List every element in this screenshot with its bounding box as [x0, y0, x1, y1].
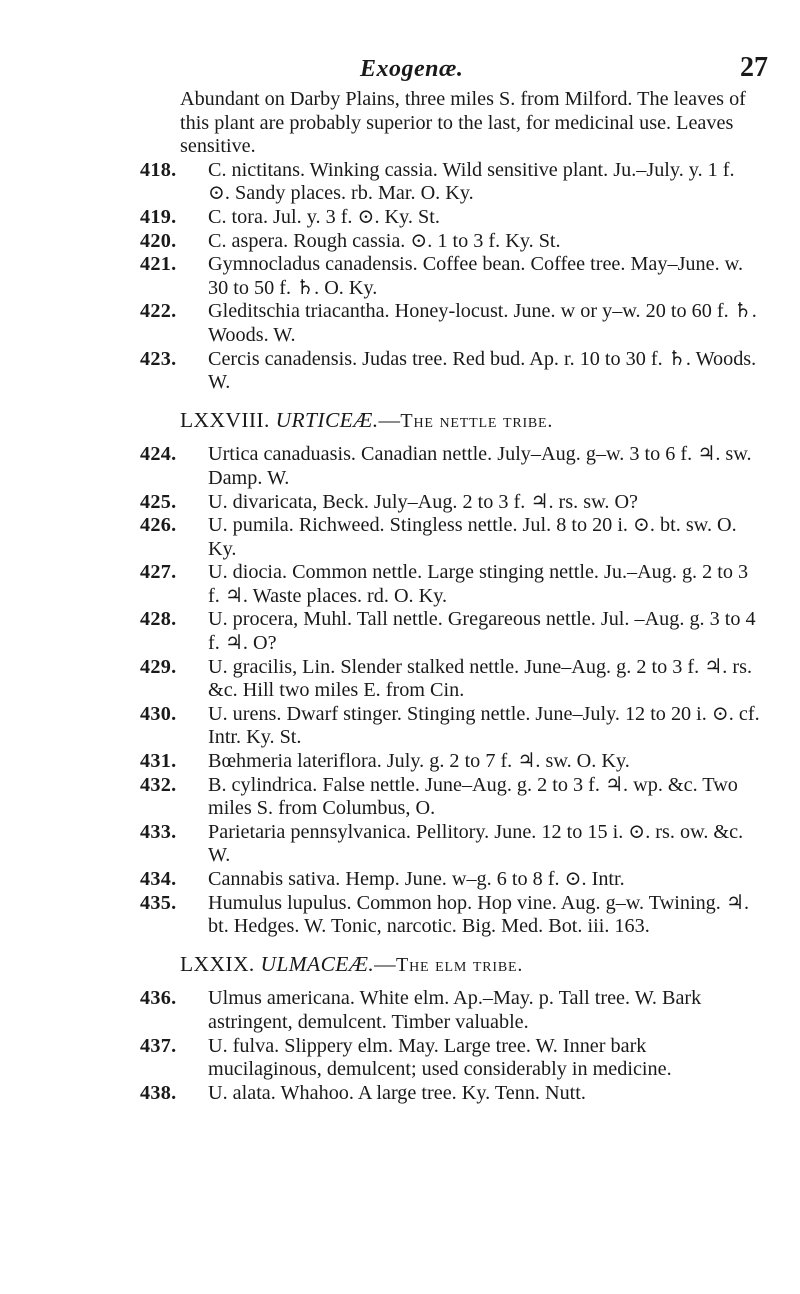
- entry-419: [140, 206, 760, 230]
- entry-428: [140, 608, 760, 655]
- entry-420: [140, 230, 760, 254]
- entry-text: U. divaricata, Beck. July–Aug. 2 to 3 f. ♃. rs. sw. O?: [208, 490, 638, 513]
- running-head: [150, 52, 768, 84]
- entry-432: [140, 774, 760, 821]
- section-heading-ulmaceae: [140, 953, 760, 978]
- entry-438: [140, 1082, 760, 1106]
- entry-text: Ulmus americana. White elm. Ap.–May. p. Tall tree. W. Bark astringent, demulcent. Timber valuable.: [208, 987, 702, 1033]
- intro-paragraph: Abundant on Darby Plains, three miles S. from Milford. The leaves of this plant are probably superior to the last, for medicinal use. Leaves sensitive.: [180, 88, 746, 158]
- entry-number: 436.: [140, 987, 177, 1010]
- entry-number: 422.: [140, 300, 177, 323]
- section-dash: —: [374, 951, 397, 976]
- entry-number: 421.: [140, 253, 177, 276]
- entry-number: 429.: [140, 655, 177, 678]
- entry-text: Humulus lupulus. Common hop. Hop vine. Aug. g–w. Twining. ♃. bt. Hedges. W. Tonic, narcotic. Big. Med. Bot. iii. 163.: [208, 891, 750, 938]
- entry-number: 424.: [140, 443, 177, 466]
- entry-text: U. procera, Muhl. Tall nettle. Gregareous nettle. Jul. –Aug. g. 3 to 4 f. ♃. O?: [208, 608, 756, 655]
- entry-436: [140, 987, 760, 1034]
- entry-text: U. diocia. Common nettle. Large stinging nettle. Ju.–Aug. g. 2 to 3 f. ♃. Waste places. rd. O. Ky.: [208, 561, 749, 607]
- entry-text: B. cylindrica. False nettle. June–Aug. g. 2 to 3 f. ♃. wp. &c. Two miles S. from Columbus, O.: [208, 773, 738, 820]
- section-tribe: The elm tribe.: [396, 953, 524, 976]
- entry-number: 432.: [140, 773, 177, 796]
- entry-number: 426.: [140, 514, 177, 537]
- entry-number: 418.: [140, 158, 177, 181]
- section-name: ULMACEÆ.: [260, 951, 375, 976]
- entry-number: 425.: [140, 490, 177, 513]
- section-name: URTICEÆ.: [275, 407, 379, 432]
- entry-text: Cercis canadensis. Judas tree. Red bud. Ap. r. 10 to 30 f. ♄. Woods. W.: [208, 347, 757, 394]
- entry-number: 433.: [140, 820, 177, 843]
- entry-text: Bœhmeria lateriflora. July. g. 2 to 7 f. ♃. sw. O. Ky.: [208, 750, 630, 773]
- entry-text: U. fulva. Slippery elm. May. Large tree. W. Inner bark mucilaginous, demulcent; used considerably in medicine.: [208, 1034, 672, 1081]
- entry-424: [140, 443, 760, 490]
- entry-text: C. aspera. Rough cassia. ⊙. 1 to 3 f. Ky. St.: [208, 229, 561, 252]
- entry-text: C. tora. Jul. y. 3 f. ⊙. Ky. St.: [208, 205, 440, 228]
- entry-421: [140, 253, 760, 300]
- entry-number: 438.: [140, 1081, 177, 1104]
- entry-430: [140, 703, 760, 750]
- section-roman-numeral: LXXVIII.: [180, 407, 270, 432]
- section-dash: —: [378, 407, 401, 432]
- entry-431: [140, 750, 760, 774]
- entry-text: U. alata. Whahoo. A large tree. Ky. Tenn. Nutt.: [208, 1081, 586, 1104]
- entry-435: [140, 892, 760, 939]
- entry-number: 420.: [140, 229, 177, 252]
- entry-number: 419.: [140, 205, 177, 228]
- entry-418: [140, 159, 760, 206]
- entry-number: 437.: [140, 1034, 177, 1057]
- entry-426: [140, 514, 760, 561]
- entry-text: U. pumila. Richweed. Stingless nettle. Jul. 8 to 20 i. ⊙. bt. sw. O. Ky.: [208, 514, 737, 560]
- entry-433: [140, 821, 760, 868]
- entry-text: C. nictitans. Winking cassia. Wild sensitive plant. Ju.–July. y. 1 f. ⊙. Sandy places. rb. Mar. O. Ky.: [208, 158, 735, 205]
- entry-434: [140, 868, 760, 892]
- entry-number: 431.: [140, 750, 177, 773]
- running-title: Exogenæ.: [360, 56, 464, 82]
- entry-list-nettles: [140, 443, 760, 938]
- entry-422: [140, 300, 760, 347]
- entry-number: 435.: [140, 891, 177, 914]
- entry-number: 427.: [140, 561, 177, 584]
- entry-text: Gymnocladus canadensis. Coffee bean. Coffee tree. May–June. w. 30 to 50 f. ♄. O. Ky.: [208, 253, 743, 299]
- entry-text: Gleditschia triacantha. Honey-locust. June. w or y–w. 20 to 60 f. ♄. Woods. W.: [208, 300, 757, 346]
- entry-437: [140, 1035, 760, 1082]
- entry-number: 434.: [140, 868, 177, 890]
- entry-text: Urtica canaduasis. Canadian nettle. July–Aug. g–w. 3 to 6 f. ♃. sw. Damp. W.: [208, 443, 752, 489]
- entry-text: U. gracilis, Lin. Slender stalked nettle. June–Aug. g. 2 to 3 f. ♃. rs. &c. Hill two miles E. from Cin.: [208, 655, 752, 702]
- entry-number: 430.: [140, 702, 177, 725]
- entry-423: [140, 348, 760, 395]
- entry-429: [140, 656, 760, 703]
- entry-text: Parietaria pennsylvanica. Pellitory. June. 12 to 15 i. ⊙. rs. ow. &c. W.: [208, 820, 744, 867]
- body-text: [140, 88, 760, 1105]
- entry-number: 428.: [140, 608, 177, 631]
- entry-list-elms: [140, 987, 760, 1105]
- entry-list-cassia: [140, 159, 760, 395]
- section-heading-urticeae: [140, 409, 760, 434]
- section-roman-numeral: LXXIX.: [180, 951, 255, 976]
- entry-text: Cannabis sativa. Hemp. June. w–g. 6 to 8 f. ⊙. Intr.: [208, 868, 625, 890]
- entry-425: [140, 491, 760, 515]
- entry-number: 423.: [140, 347, 177, 370]
- entry-text: U. urens. Dwarf stinger. Stinging nettle. June–July. 12 to 20 i. ⊙. cf. Intr. Ky. St.: [208, 702, 760, 749]
- section-tribe: The nettle tribe.: [400, 409, 554, 432]
- page-number: 27: [740, 52, 768, 83]
- entry-427: [140, 561, 760, 608]
